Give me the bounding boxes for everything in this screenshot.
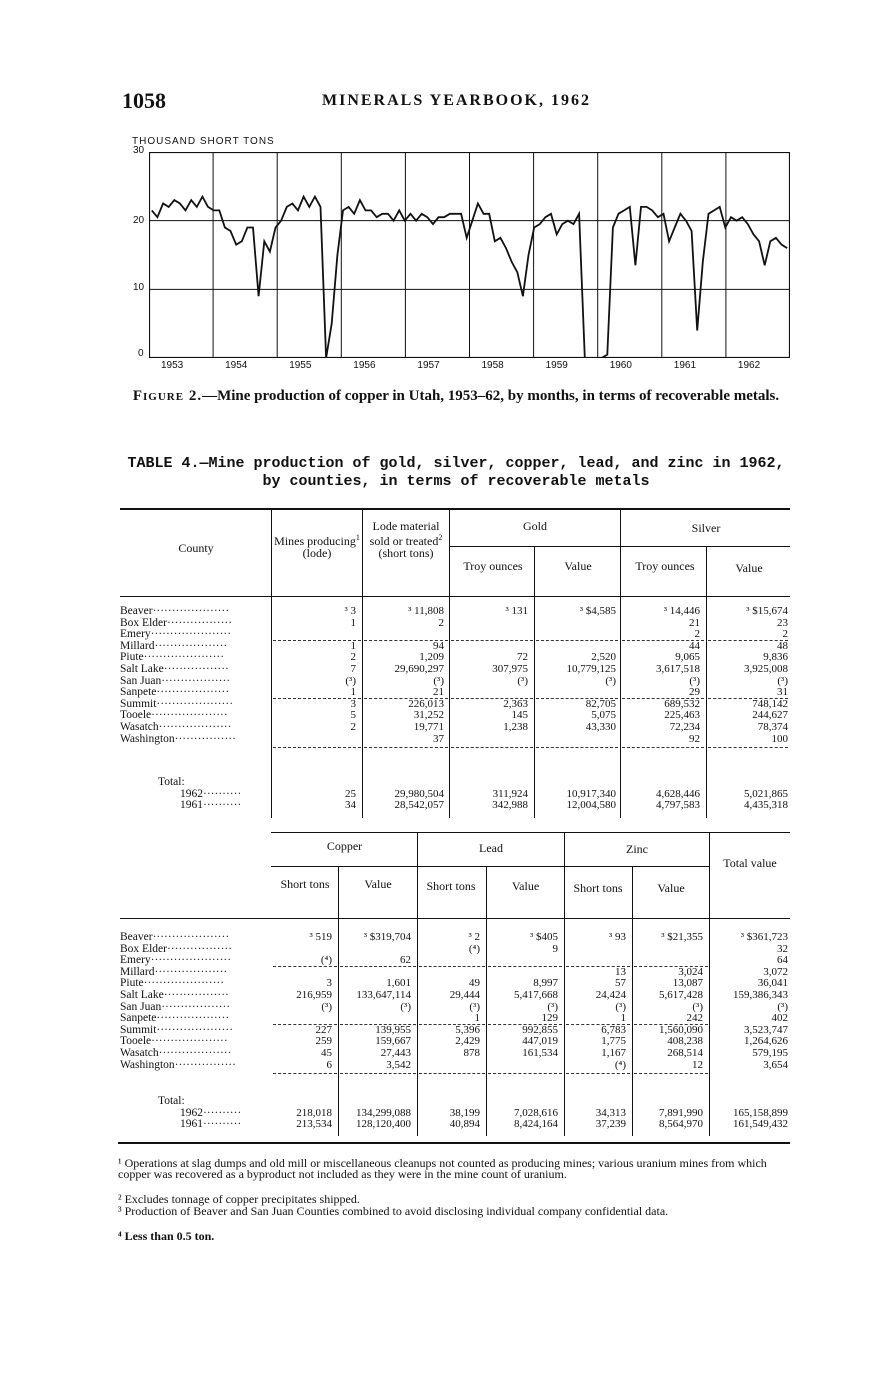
header-lead-value: Value [511,879,540,893]
table-top-rule [120,508,790,510]
dashed-separator [273,747,361,748]
table-cell: (³) [400,1000,411,1013]
table-cell: 227 [315,1023,332,1036]
table-cell: ³ $319,704 [363,931,411,943]
table-bottom-rule [118,1142,790,1144]
header-lode-suffix: (short tons) [378,546,434,560]
dashed-separator [622,747,704,748]
table-cell: (³) [517,674,528,687]
table-cell: 3,072 [763,965,788,978]
header-mines: Mines producing$^1$ (lode) [274,533,360,560]
dashed-separator [273,698,361,699]
table-cell: 57 [615,977,626,990]
table-cell: ³ 3 [344,605,356,617]
table-cell: 3,523,747 [744,1023,788,1036]
table-cell: ³ $4,585 [579,605,616,617]
table-cell: 72,234 [669,721,700,733]
table-cell: 226,013 [408,697,444,710]
table-cell: ³ 2 [468,931,480,943]
dashed-separator [340,1073,416,1074]
county-label: Box Elder················· [120,617,233,629]
table-cell: 3 [326,977,332,990]
table-cell: 27,443 [380,1047,411,1059]
county-label: Salt Lake················· [120,990,229,1001]
total-cell: 4,628,446 [656,788,700,800]
total-cell: 29,980,504 [394,788,444,800]
dashed-separator [488,1073,562,1074]
table-cell: 78,374 [757,721,788,733]
total-cell: 218,018 [296,1107,332,1119]
table-cell: 94 [433,639,444,652]
table-cell: 9,836 [763,651,788,664]
dashed-separator [419,966,485,967]
table-cell: 5,396 [455,1023,480,1036]
dashed-separator [622,640,704,641]
table-cell: 307,975 [492,663,528,675]
col-rule [449,508,450,818]
table-cell: (⁴) [614,1058,626,1071]
county-label: Piute····················· [120,652,225,664]
total-cell: 213,534 [296,1118,332,1130]
header-total-value: Total value [723,856,777,870]
table-cell: 1 [350,639,356,652]
table-cell: 36,041 [757,977,788,990]
chart-y-axis-label: THOUSAND SHORT TONS [132,136,275,147]
table-cell: 3,654 [763,1058,788,1071]
county-label: Box Elder················· [120,943,233,955]
col-rule [271,508,272,818]
table-cell: 402 [771,1012,788,1025]
table-cell: 19,771 [413,721,444,733]
header-mines-text: Mines producing [274,534,356,548]
table-cell: (³) [692,1000,703,1013]
table-cell: (³) [547,1000,558,1013]
table-cell: 43,330 [585,721,616,733]
county-label: Sanpete··················· [120,1013,230,1025]
table-cell: (³) [777,674,788,687]
dashed-separator [273,1073,337,1074]
total-cell: 12,004,580 [566,799,616,811]
table-cell: 49 [469,977,480,990]
total-label: Total: [158,1095,185,1107]
table-cell: 13 [615,965,626,978]
table-cell: 62 [400,954,411,967]
total-cell: 4,797,583 [656,799,700,811]
total-cell: 37,239 [595,1118,626,1130]
x-tick-label: 1960 [609,360,632,371]
table-cell: 3,024 [678,965,703,978]
table-cell: 244,627 [752,709,788,722]
dashed-separator [536,747,618,748]
running-title: MINERALS YEARBOOK, 1962 [322,92,591,109]
header-county: County [178,541,214,555]
table-cell: 44 [689,639,700,652]
header-copper: Copper [326,839,363,853]
table-cell: 2 [782,628,788,641]
county-label: Washington················ [120,733,236,745]
table-cell: 29 [689,686,700,699]
table-cell: 31 [777,686,788,699]
table-cell: 216,959 [296,989,332,1001]
bottom-header-rule [120,918,790,919]
table-cell: 92 [689,732,700,745]
table-cell: (⁴) [320,954,332,967]
total-cell: 165,158,899 [733,1107,788,1119]
dashed-separator [536,640,618,641]
table-cell: 1,238 [503,721,528,733]
footnote-4: ⁴ Less than 0.5 ton. [118,1229,215,1243]
header-silver-value: Value [735,561,763,575]
table-cell: 1,601 [386,977,411,990]
table-cell: 29,690,297 [394,663,444,675]
dashed-separator [708,640,788,641]
table-cell: (³) [615,1000,626,1013]
table-cell: 6 [326,1058,332,1071]
table-cell: ³ 14,446 [663,605,700,617]
county-label: Summit···················· [120,1024,234,1036]
total-cell: 25 [345,788,356,800]
table-cell: 2,520 [591,651,616,664]
table-cell: ³ $15,674 [746,605,788,617]
table-cell: 1,209 [419,651,444,664]
county-label: Tooele···················· [120,710,228,722]
header-lead-tons: Short tons [426,879,476,893]
total-cell: 311,924 [492,788,528,800]
total-cell: 10,917,340 [566,788,616,800]
table-cell: 72 [517,651,528,664]
table-cell: 1,264,626 [744,1035,788,1048]
county-label: Tooele···················· [120,1036,228,1048]
table-cell: 1,560,090 [659,1023,703,1036]
bottom-table-top-rule [271,832,790,833]
total-cell: 38,199 [449,1107,480,1119]
dashed-separator [451,747,533,748]
dashed-separator [634,966,708,967]
header-gold-value: Value [564,559,592,573]
header-gold-ounces: Troy ounces [463,559,523,573]
table-cell: 159,667 [375,1035,411,1048]
x-tick-label: 1961 [673,360,697,371]
table-cell: 23 [777,616,788,629]
county-label: Beaver···················· [120,932,230,943]
total-cell: 161,549,432 [733,1118,788,1130]
county-label: San Juan·················· [120,1001,231,1013]
dashed-separator [566,1073,630,1074]
dashed-separator [536,698,618,699]
dashed-separator [488,1024,562,1025]
dashed-separator [273,640,361,641]
y-tick-label: 10 [133,282,145,293]
county-label: Millard··················· [120,640,228,652]
header-gold: Gold [523,519,547,533]
table-cell: ³ 93 [608,931,626,943]
dashed-separator [708,698,788,699]
dashed-separator [273,966,337,967]
dashed-separator [634,1024,708,1025]
table-cell: 748,142 [752,697,788,710]
figure-caption-lead: Figure 2. [132,388,203,404]
table-cell: ³ $405 [529,931,558,943]
dashed-separator [273,1024,337,1025]
table-cell: 9,065 [675,651,700,664]
table-cell: 5,417,668 [514,989,558,1001]
header-zinc-tons: Short tons [573,881,623,895]
table-cell: 9 [552,942,558,955]
y-tick-label: 20 [133,215,145,226]
total-cell: 7,028,616 [514,1107,558,1119]
table-cell: 145 [511,709,528,722]
table-title: TABLE 4.—Mine production of gold, silver, copper, lead, and zinc in 1962, by counties, in terms of recoverable metals [127,455,785,490]
table-cell: 2 [350,721,356,733]
footnote-1: ¹ Operations at slag dumps and old mill or miscellaneous cleanups not counted as producing mines; various uranium mines from which copper was recovered as a byproduct not included as they were in the mine count of uranium. [118,1156,767,1181]
total-year-label: 1961·········· [180,799,242,811]
table-cell: 82,705 [585,697,616,710]
table-cell: (³) [605,674,616,687]
table-cell: 10,779,125 [566,663,616,675]
dashed-separator [340,1024,416,1025]
total-label: Total: [158,776,185,788]
table-header-rule [120,596,790,597]
table-cell: 1,775 [601,1035,626,1048]
dashed-separator [634,1073,708,1074]
total-cell: 8,424,164 [514,1118,558,1130]
table-cell: 1,167 [601,1047,626,1059]
table-cell: 225,463 [664,709,700,722]
total-cell: 134,299,088 [356,1107,411,1119]
table-cell: (³) [469,1000,480,1013]
total-year-label: 1962·········· [180,1107,242,1119]
table-cell: 5,075 [591,709,616,722]
table-cell: 992,855 [522,1023,558,1036]
table-cell: 2 [694,628,700,641]
table-cell: 2 [350,651,356,664]
table-cell: (³) [689,674,700,687]
figure-caption [120,388,792,404]
county-label: Emery····················· [120,629,232,641]
x-tick-label: 1955 [289,360,312,371]
header-lode-text: Lode material sold or treated [369,519,440,548]
table-cell: 3,542 [386,1058,411,1071]
total-cell: 5,021,865 [744,788,788,800]
table-cell: 1 [350,616,356,629]
dashed-separator [451,698,533,699]
county-label: Piute····················· [120,978,225,990]
table-cell: 21 [689,616,700,629]
dashed-separator [622,698,704,699]
table-cell: 3 [350,697,356,710]
table-cell: 133,647,114 [356,989,411,1001]
table-cell: 689,532 [664,697,700,710]
table-cell: 259 [315,1035,332,1048]
table-cell: 12 [692,1058,703,1071]
county-label: Sanpete··················· [120,687,230,699]
dashed-separator [566,1024,630,1025]
table-cell: ³ 11,808 [408,605,444,617]
header-mines-suffix: (lode) [302,546,332,560]
x-tick-label: 1956 [353,360,376,371]
table-cell: 13,087 [672,977,703,990]
county-label: Salt Lake················· [120,664,229,675]
table-cell: 139,955 [375,1023,411,1036]
total-cell: 28,542,057 [394,799,444,811]
table-cell: 32 [777,942,788,955]
county-label: Millard··················· [120,966,228,978]
table-cell: 408,238 [667,1035,703,1048]
dashed-separator [364,640,448,641]
table-cell: 1 [350,686,356,699]
copper-production-chart [149,152,790,358]
table-cell: 37 [433,732,444,745]
dashed-separator [340,966,416,967]
dashed-separator [419,1024,485,1025]
table-cell: 579,195 [752,1047,788,1059]
total-year-label: 1962·········· [180,788,242,800]
table-cell: (³) [345,674,356,687]
header-silver: Silver [691,521,721,535]
x-tick-label: 1954 [225,360,248,371]
x-tick-label: 1958 [481,360,504,371]
table-cell: (³) [777,1000,788,1013]
total-cell: 34 [345,799,356,811]
table-cell: 242 [686,1012,703,1025]
table-cell: (³) [433,674,444,687]
table-cell: 48 [777,639,788,652]
table-cell: 161,534 [522,1047,558,1059]
table-cell: 8,997 [533,977,558,990]
x-tick-label: 1957 [417,360,440,371]
table-cell: 3,617,518 [656,663,700,675]
y-tick-label: 0 [138,348,144,359]
table-cell: 268,514 [667,1047,703,1059]
page-number: 1058 [122,88,166,113]
figure-caption-text: —Mine production of copper in Utah, 1953–62, by months, in terms of recoverable metals. [202,388,780,404]
county-label: Beaver···················· [120,606,230,617]
table-cell: 129 [541,1012,558,1025]
table-cell: 159,386,343 [733,989,788,1001]
table-cell: 878 [463,1047,480,1059]
table-cell: 45 [321,1047,332,1059]
total-cell: 40,894 [449,1118,480,1130]
county-label: San Juan·················· [120,675,231,687]
total-cell: 4,435,318 [744,799,788,811]
total-cell: 342,988 [492,799,528,811]
table-cell: ³ $361,723 [740,931,788,943]
table-cell: 447,019 [522,1035,558,1048]
dashed-separator [364,698,448,699]
x-tick-label: 1959 [545,360,568,371]
header-lode: Lode material sold or treated$^2$ (short tons) [369,519,443,560]
dashed-separator [451,640,533,641]
table-cell: (³) [321,1000,332,1013]
table-cell: 2,363 [503,697,528,710]
total-cell: 34,313 [595,1107,626,1119]
table-cell: (⁴) [468,942,480,955]
county-label: Summit···················· [120,698,234,710]
table-cell: 6,783 [601,1023,626,1036]
county-label: Wasatch··················· [120,722,232,733]
bottom-subheader-rule [271,866,709,867]
table-cell: 2,429 [455,1035,480,1048]
header-copper-value: Value [364,877,392,891]
dashed-separator [708,747,788,748]
table-cell: 31,252 [413,709,444,722]
table-cell: 2 [438,616,444,629]
table-cell: ³ 131 [505,605,528,617]
total-cell: 128,120,400 [356,1118,411,1130]
table-cell: 64 [777,954,788,967]
table-cell: 1 [474,1012,480,1025]
x-tick-label: 1962 [737,360,761,371]
y-tick-label: 30 [133,145,145,156]
footnote-2: ² Excludes tonnage of copper precipitates shipped. [118,1192,360,1206]
header-zinc: Zinc [626,842,648,856]
county-label: Emery····················· [120,955,232,967]
county-label: Wasatch··················· [120,1048,232,1059]
total-cell: 7,891,990 [659,1107,703,1119]
header-silver-ounces: Troy ounces [635,559,695,573]
table-cell: ³ 519 [309,931,332,943]
table-cell: 29,444 [449,989,480,1001]
table-cell: 21 [433,686,444,699]
dashed-separator [364,747,448,748]
table-cell: 5,617,428 [659,989,703,1001]
total-cell: 8,564,970 [659,1118,703,1130]
county-label: Washington················ [120,1059,236,1071]
table-cell: ³ $21,355 [661,931,703,943]
dashed-separator [419,1073,485,1074]
table-cell: 1 [620,1012,626,1025]
table-cell: 3,925,008 [744,663,788,675]
table-cell: 100 [771,732,788,745]
x-tick-label: 1953 [161,360,184,371]
total-year-label: 1961·········· [180,1118,242,1130]
dashed-separator [488,966,562,967]
header-copper-tons: Short tons [280,877,330,891]
footnote-3: ³ Production of Beaver and San Juan Counties combined to avoid disclosing individual company confidential data. [118,1204,669,1218]
header-lead: Lead [479,841,503,855]
table-cell: 24,424 [595,989,626,1001]
dashed-separator [566,966,630,967]
header-zinc-value: Value [657,881,685,895]
table-cell: 7 [350,663,356,675]
table-cell: 5 [350,709,356,722]
